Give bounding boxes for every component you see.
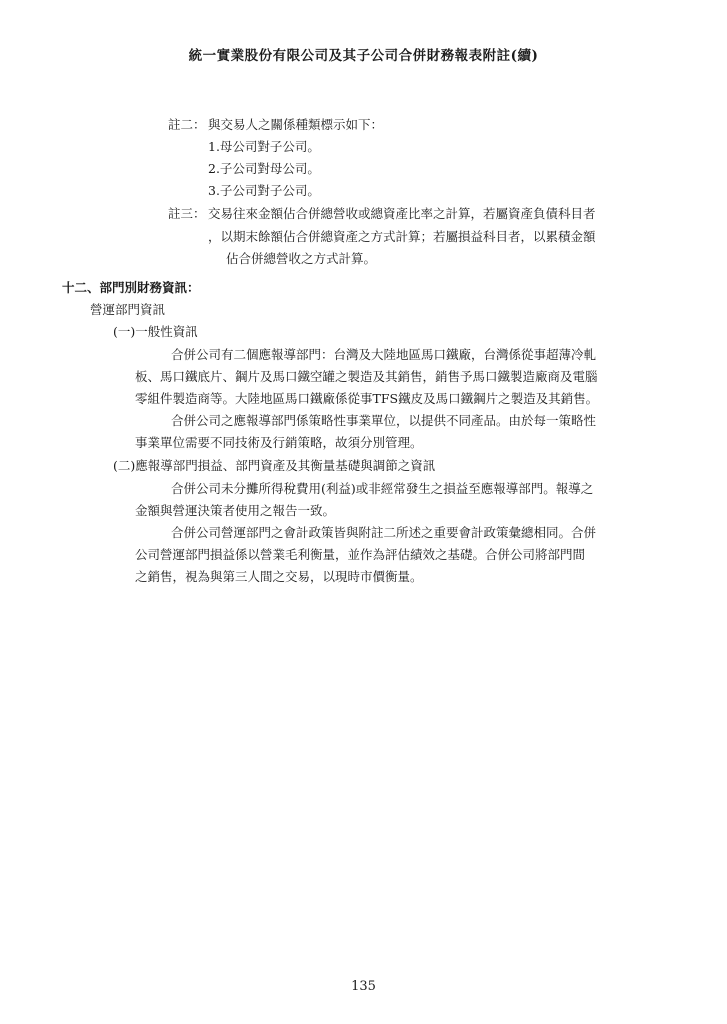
paragraph-line: 公司營運部門損益係以營業毛利衡量，並作為評估績效之基礎。合併公司將部門間: [135, 547, 586, 562]
note3-line: 佔合併總營收之方式計算。: [226, 251, 377, 266]
paragraph-line: 零組件製造商等。大陸地區馬口鐵廠係從事TFS鐵皮及馬口鐵鋼片之製造及其銷售。: [135, 391, 599, 406]
paragraph-line: 金額與營運決策者使用之報告一致。: [135, 503, 336, 518]
paragraph-line: 合併公司之應報導部門係策略性事業單位，以提供不同產品。由於每一策略性: [171, 413, 597, 428]
page-title: 統一實業股份有限公司及其子公司合併財務報表附註(續): [188, 48, 539, 64]
section-heading: 十二、部門別財務資訊：: [62, 280, 200, 295]
part1-title: (一)一般性資訊: [113, 324, 198, 339]
paragraph-line: 板、馬口鐵底片、鋼片及馬口鐵空罐之製造及其銷售，銷售予馬口鐵製造廠商及電腦: [135, 369, 598, 384]
note2-item: 1.母公司對子公司。: [208, 139, 320, 154]
note3-label: 註三：: [168, 206, 206, 221]
part2-title: (二)應報導部門損益、部門資產及其衡量基礎與調節之資訊: [113, 458, 436, 473]
paragraph-line: 合併公司未分攤所得稅費用(利益)或非經常發生之損益至應報導部門。報導之: [171, 481, 594, 496]
note2-item: 3.子公司對子公司。: [208, 183, 320, 198]
note2-item: 2.子公司對母公司。: [208, 161, 320, 176]
paragraph-line: 事業單位需要不同技術及行銷策略，故須分別管理。: [135, 435, 423, 450]
note3-line: ，以期末餘額佔合併總資產之方式計算；若屬損益科目者，以累積金額: [208, 229, 596, 244]
paragraph-line: 合併公司有二個應報導部門：台灣及大陸地區馬口鐵廠，台灣係從事超薄冷軋: [171, 347, 597, 362]
note2-label: 註二：: [168, 117, 206, 132]
note2-intro: 與交易人之關係種類標示如下：: [208, 117, 384, 132]
paragraph-line: 之銷售，視為與第三人間之交易，以現時市價衡量。: [135, 569, 423, 584]
section-subheading: 營運部門資訊: [90, 302, 166, 317]
paragraph-line: 合併公司營運部門之會計政策皆與附註二所述之重要會計政策彙總相同。合併: [171, 525, 597, 540]
page-number: 135: [351, 979, 376, 994]
note3-line: 交易往來金額佔合併總營收或總資產比率之計算，若屬資產負債科目者: [208, 206, 596, 221]
